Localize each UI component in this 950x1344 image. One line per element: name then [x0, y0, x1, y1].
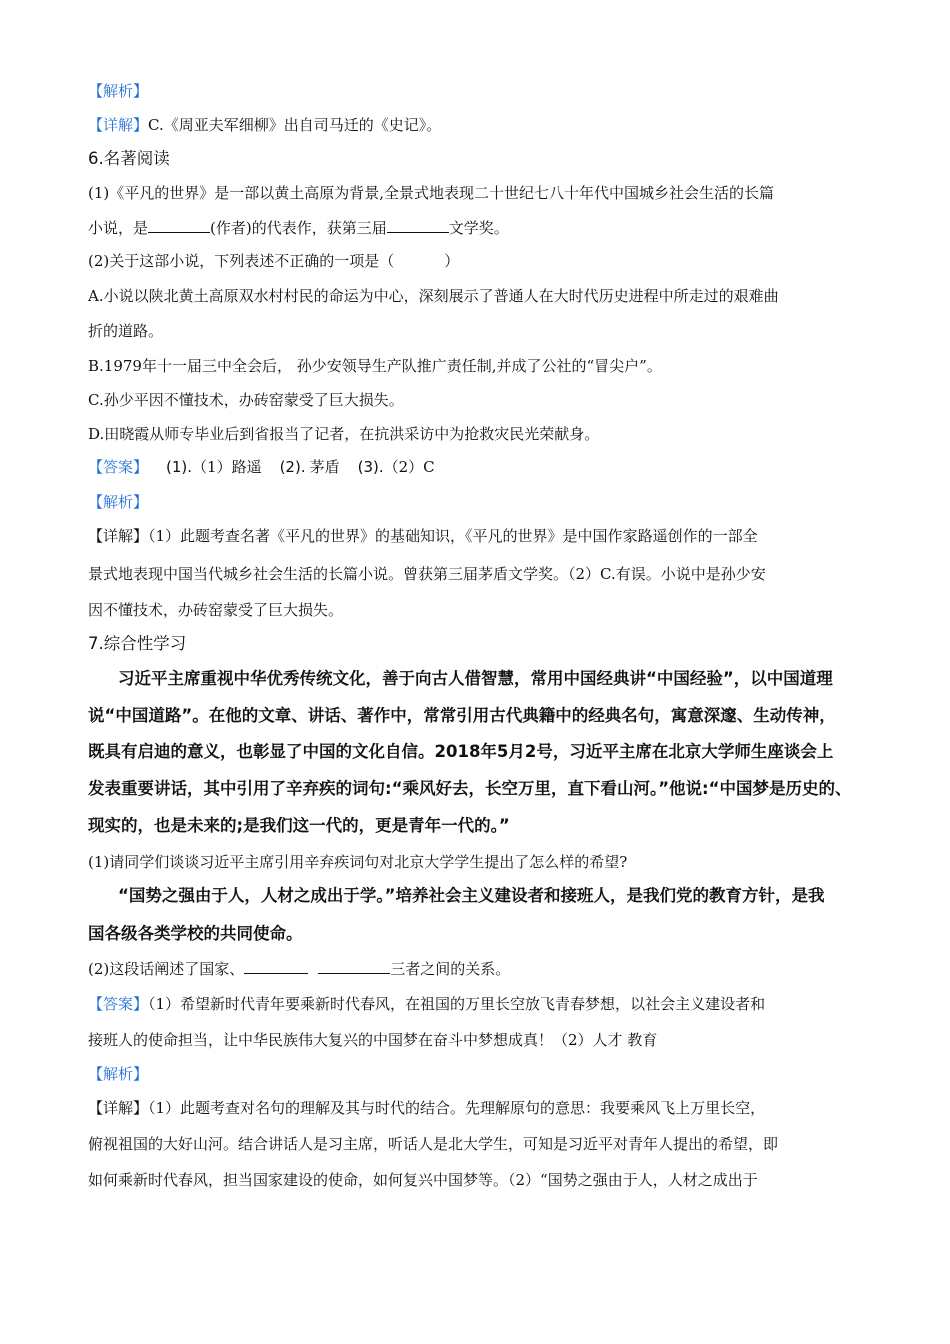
- fill-blank-award: [387, 218, 449, 233]
- passage-line: 说“中国道路”。在他的文章、讲话、著作中，常常引用古代典籍中的经典名句，寓意深邃、生动传神，: [88, 706, 836, 725]
- quote-line: “国势之强由于人，人材之成出于学。”培养社会主义建设者和接班人，是我们党的教育方针，是我: [118, 886, 825, 905]
- text-segment: 小说，是: [88, 219, 149, 237]
- question-7-part1: (1)请同学们谈谈习近平主席引用辛弃疾词句对北京大学学生提出了怎么样的希望?: [88, 853, 628, 871]
- answer-num-1: (1).: [166, 458, 193, 476]
- detail-text: （1）此题考查对名句的理解及其与时代的结合。先理解原句的意思：我要乘风飞上万里长空，: [148, 1099, 766, 1117]
- tag-jiexi: 【解析】: [88, 493, 149, 511]
- answer-num-2: (2).: [279, 458, 306, 476]
- analysis-label: [88, 492, 868, 512]
- tag-daan: 【答案】: [88, 995, 149, 1013]
- answer-line-7: [88, 994, 868, 1014]
- tag-jiexi: 【解析】: [88, 1065, 149, 1083]
- tag-xiangjie: 【详解】: [88, 1099, 149, 1117]
- question-6-title: 6.名著阅读: [88, 149, 170, 168]
- passage-line: 习近平主席重视中华优秀传统文化，善于向古人借智慧，常用中国经典讲“中国经验”，以中国道理: [118, 669, 833, 688]
- option-a-cont: 折的道路。: [88, 322, 164, 340]
- text-segment: (作者)的代表作，获第三届: [210, 219, 387, 237]
- text-segment: (2)关于这部小说，下列表述不正确的一项是（: [88, 252, 395, 270]
- tag-xiangjie: 【详解】: [88, 527, 149, 545]
- tag-xiangjie: 【详解】: [88, 116, 149, 134]
- passage-line: 现实的，也是未来的;是我们这一代的，更是青年一代的。”: [88, 816, 510, 835]
- text-segment: 三者之间的关系。: [390, 960, 511, 978]
- answer-line-cont: 接班人的使命担当，让中华民族伟大复兴的中国梦在奋斗中梦想成真！（2）人才 教育: [88, 1031, 658, 1049]
- tag-daan: 【答案】: [88, 458, 149, 476]
- detail-line-cont: 如何乘新时代春风，担当国家建设的使命，如何复兴中国梦等。（2）“国势之强由于人，人材之成出于: [88, 1171, 758, 1189]
- question-7-title: 7.综合性学习: [88, 634, 187, 653]
- option-c: C.孙少平因不懂技术，办砖窑蒙受了巨大损失。: [88, 391, 404, 409]
- fill-blank-2: [318, 959, 390, 974]
- question-6-part1-cont: [88, 218, 868, 238]
- analysis-label: [88, 81, 868, 101]
- answer-num-3: (3).: [357, 458, 384, 476]
- text-segment: ）: [444, 252, 460, 270]
- text-segment: 文学奖。: [448, 219, 509, 237]
- answer-line-6: [88, 457, 868, 477]
- text-segment: (2)这段话阐述了国家、: [88, 960, 245, 978]
- detail-text: （1）此题考查名著《平凡的世界》的基础知识，《平凡的世界》是中国作家路遥创作的一部全: [148, 527, 758, 545]
- question-6-part2: [88, 251, 868, 271]
- question-6-part1: (1)《平凡的世界》是一部以黄土高原为背景,全景式地表现二十世纪七八十年代中国城乡社会生活的长篇: [88, 184, 775, 202]
- detail-line: [88, 115, 868, 135]
- analysis-label: [88, 1064, 868, 1084]
- passage-line: 发表重要讲话，其中引用了辛弃疾的词句:“乘风好去，长空万里，直下看山河。”他说:“中国梦是历史的、: [88, 779, 852, 798]
- answer-text-3: （2）C: [383, 458, 435, 476]
- detail-line-cont: 景式地表现中国当代城乡社会生活的长篇小说。曾获第三届茅盾文学奖。（2）C.有误。小说中是孙少安: [88, 565, 766, 583]
- detail-line-cont: 俯视祖国的大好山河。结合讲话人是习主席，听话人是北大学生，可知是习近平对青年人提出的希望，即: [88, 1135, 779, 1153]
- tag-jiexi: 【解析】: [88, 82, 149, 100]
- fill-blank-author: [148, 218, 210, 233]
- detail-line: [88, 526, 868, 546]
- fill-blank-1: [244, 959, 308, 974]
- question-7-part2: [88, 959, 868, 979]
- detail-text: C.《周亚夫军细柳》出自司马迁的《史记》。: [148, 116, 442, 134]
- answer-text-1: （1）路遥: [192, 458, 262, 476]
- answer-text: （1）希望新时代青年要乘新时代春风，在祖国的万里长空放飞青春梦想，以社会主义建设者和: [148, 995, 766, 1013]
- quote-line: 国各级各类学校的共同使命。: [88, 924, 303, 943]
- passage-line: 既具有启迪的意义，也彰显了中国的文化自信。2018年5月2号，习近平主席在北京大学师生座谈会上: [88, 742, 834, 761]
- detail-line: [88, 1098, 868, 1118]
- option-a: A.小说以陕北黄土高原双水村村民的命运为中心，深刻展示了普通人在大时代历史进程中所走过的艰难曲: [88, 287, 779, 305]
- option-d: D.田晓霞从师专毕业后到省报当了记者，在抗洪采访中为抢救灾民光荣献身。: [88, 425, 600, 443]
- answer-text-2: 茅盾: [309, 458, 340, 476]
- detail-line-cont: 因不懂技术，办砖窑蒙受了巨大损失。: [88, 601, 344, 619]
- option-b: B.1979年十一届三中全会后， 孙少安领导生产队推广责任制,并成了公社的“冒尖户”。: [88, 357, 662, 375]
